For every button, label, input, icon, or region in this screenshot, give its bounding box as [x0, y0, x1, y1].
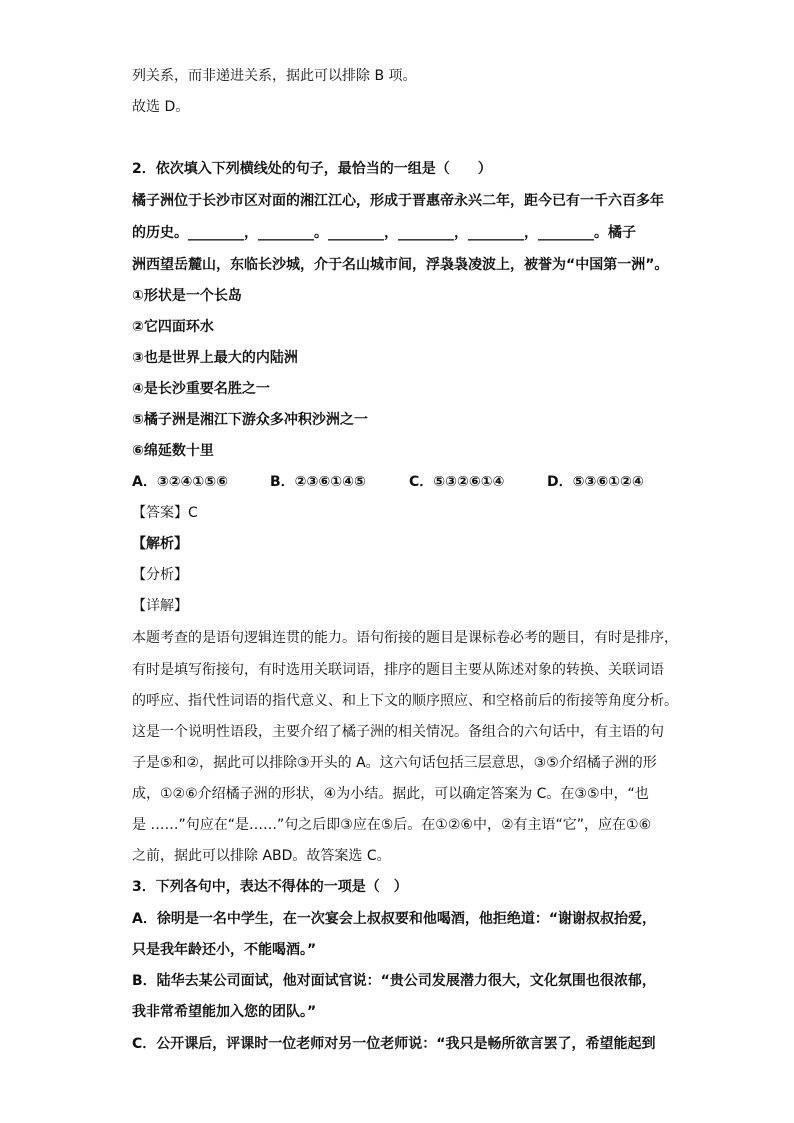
explanation-line: 本题考查的是语句逻辑连贯的能力。语句衔接的题目是课标卷必考的题目，有时是排序， [132, 630, 678, 646]
sentence-item: ⑥绵延数十里 [132, 443, 214, 459]
question-2-title: 2．依次填入下列横线处的句子，最恰当的一组是（ ） [132, 161, 492, 177]
detail-heading: 【详解】 [132, 598, 188, 614]
option-d: D．⑤③⑥①②④ [547, 474, 644, 490]
fenxi-heading: 【分析】 [132, 567, 188, 583]
question-2-passage-line: 橘子洲位于长沙市区对面的湘江江心，形成于晋惠帝永兴二年，距今已有一千六百多年 [132, 193, 664, 209]
question-3-option-a: A．徐明是一名中学生，在一次宴会上叔叔要和他喝酒，他拒绝道：“谢谢叔叔抬爱， [132, 911, 657, 927]
explanation-line: 是 ……”句应在“是……”句之后即③应在⑤后。在①②⑥中，②有主语“它”，应在①⑥ [132, 817, 652, 833]
option-c: C．⑤③②⑥①④ [409, 474, 505, 490]
sentence-item: ③也是世界上最大的内陆洲 [132, 350, 298, 366]
question-3-option-b-cont: 我非常希望能加入您的团队。” [132, 1004, 317, 1020]
explanation-line: 之前，据此可以排除 ABD。故答案选 C。 [132, 848, 391, 864]
question-3-option-c: C．公开课后，评课时一位老师对另一位老师说：“我只是畅所欲言罢了，希望能起到 [132, 1036, 656, 1052]
question-3-option-b: B．陆华去某公司面试，他对面试官说：“贵公司发展潜力很大，文化氛围也很浓郁， [132, 973, 656, 989]
prev-conclusion-line: 故选 D。 [132, 99, 190, 115]
answer-options [132, 472, 644, 492]
sentence-item: ⑤橘子洲是湘江下游众多冲积沙洲之一 [132, 412, 368, 428]
question-3-title: 3．下列各句中，表达不得体的一项是（ ） [132, 879, 408, 895]
sentence-item: ②它四面环水 [132, 319, 214, 335]
question-2-passage-line: 的历史。________，________。________，________，________，________。橘子 [132, 225, 636, 241]
option-a: A．③②④①⑤⑥ [132, 474, 228, 490]
explanation-line: 的呼应、指代性词语的指代意义、和上下文的顺序照应、和空格前后的衔接等角度分析。 [132, 693, 678, 709]
sentence-item: ④是长沙重要名胜之一 [132, 381, 270, 397]
option-b: B．②③⑥①④⑤ [270, 474, 366, 490]
question-3-option-a-cont: 只是我年龄还小，不能喝酒。” [132, 942, 317, 958]
analysis-heading: 【解析】 [132, 536, 188, 552]
explanation-line: 这是一个说明性语段，主要介绍了橘子洲的相关情况。备组合的六句话中，有主语的句 [132, 724, 664, 740]
explanation-line: 成，①②⑥介绍橘子洲的形状，④为小结。据此，可以确定答案为 C。在③⑤中，“也 [132, 786, 649, 802]
question-2-passage-line: 洲西望岳麓山，东临长沙城，介于名山城市间，浮袅袅凌波上，被誉为“中国第一洲”。 [132, 257, 669, 273]
explanation-line: 有时是填写衔接句，有时选用关联词语，排序的题目主要从陈述对象的转换、关联词语 [132, 662, 664, 678]
explanation-line: 子是⑤和②，据此可以排除③开头的 A。这六句话包括三层意思，③⑤介绍橘子洲的形 [132, 755, 657, 771]
prev-explanation-line: 列关系，而非递进关系，据此可以排除 B 项。 [132, 68, 417, 84]
answer-label: 【答案】C [132, 505, 198, 521]
sentence-item: ①形状是一个长岛 [132, 288, 242, 304]
